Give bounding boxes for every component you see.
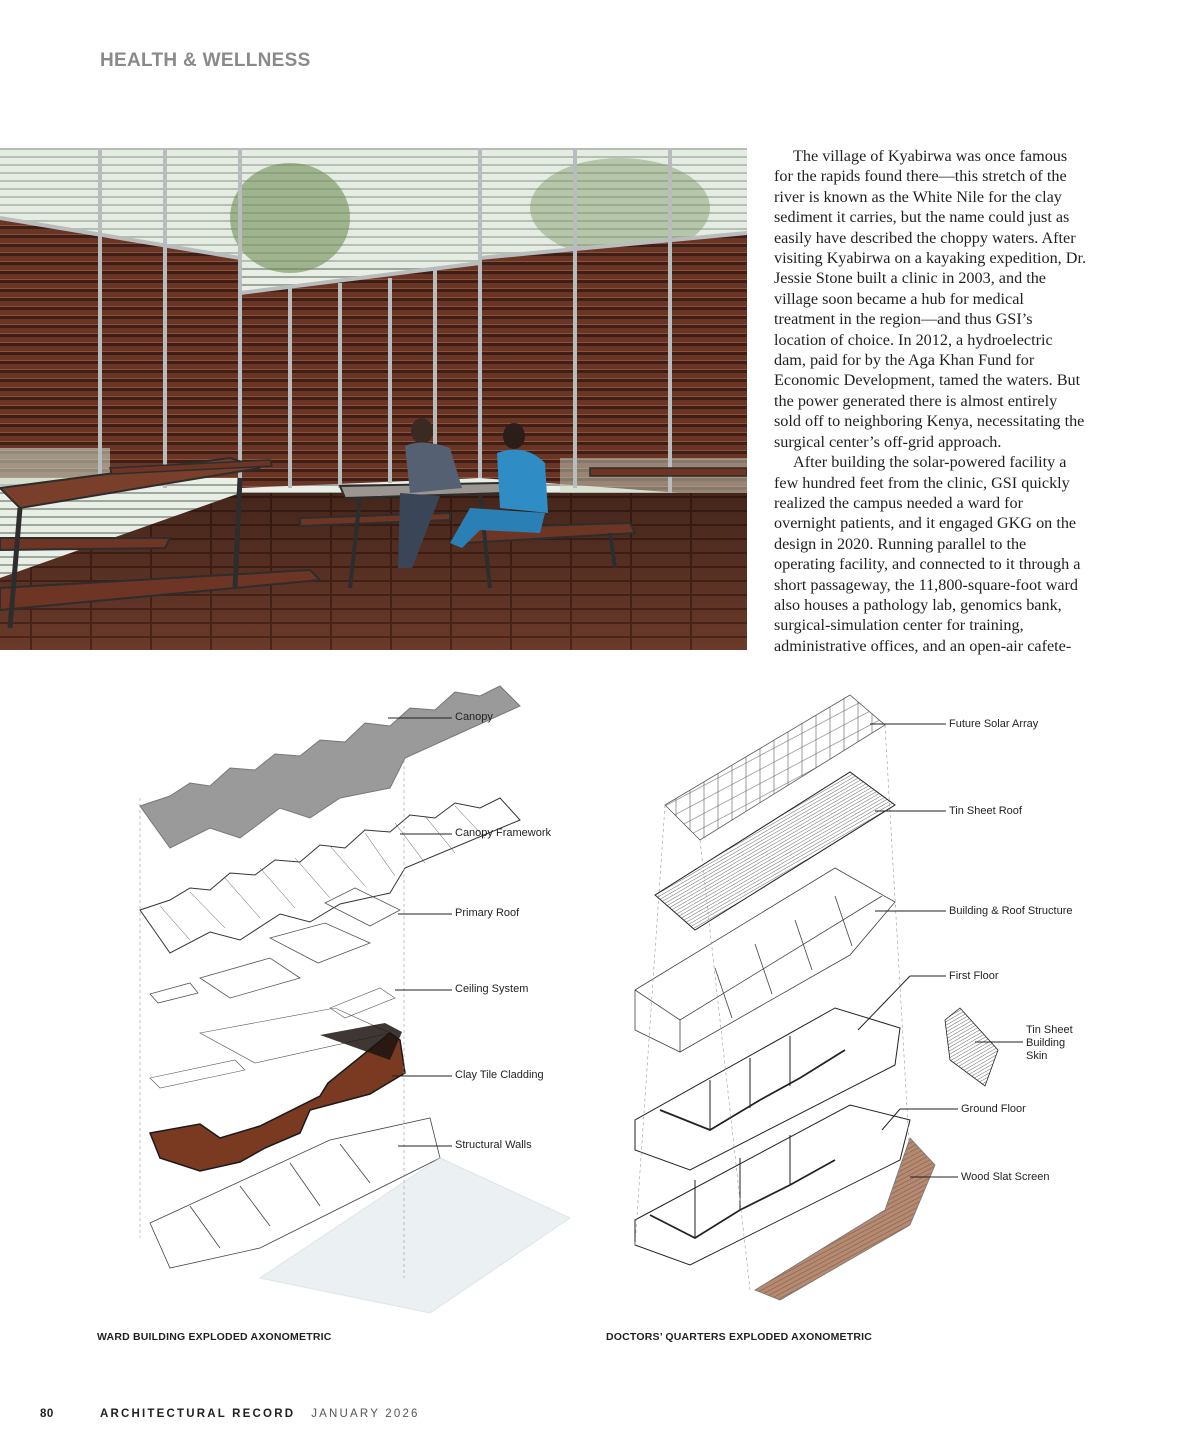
label-canopy-framework: Canopy Framework — [455, 827, 551, 839]
cafeteria-photo — [0, 148, 747, 650]
body-paragraph: The village of Kyabirwa was once famous for the rapids found there—this stretch of the river is known as the White Nile for the clay sediment it carries, but the name could just as easily have described the choppy waters. After visiting Kyabirwa on a kayaking expedition, Dr. Jessie Stone built a clinic in 2003, and the village soon became a hub for medical treatment in the region—and thus GSI’s location of choice. In 2012, a hydroelectric dam, paid for by the Aga Khan Fund for Economic Development, tamed the waters. But the power generated there is almost entirely sold off to neighboring Kenya, necessitating the surgical center’s off-grid approach. — [774, 147, 1086, 451]
publication-name: ARCHITECTURAL RECORD — [100, 1408, 296, 1420]
issue-date: JANUARY 2026 — [311, 1408, 420, 1420]
label-clay-tile-cladding: Clay Tile Cladding — [455, 1069, 544, 1081]
quarters-axonometric-diagram — [620, 690, 1140, 1320]
label-tin-sheet-building-skin: Tin Sheet Building Skin — [1026, 1024, 1073, 1062]
body-paragraph: After building the solar-powered facility a few hundred feet from the clinic, GSI quickly realized the campus needed a ward for overnight patients, and it engaged GKG on the design in 2020. Running parallel to the operating facility, and connected to it through a short passageway, the 11,800-square-foot ward also houses a pathology lab, genomics bank, surgical-simulation center for training, administrative offices, and an open-air cafete- — [774, 453, 1081, 655]
ward-diagram-caption: WARD BUILDING EXPLODED AXONOMETRIC — [97, 1331, 332, 1343]
page-footer — [40, 1408, 420, 1420]
quarters-diagram-caption: DOCTORS’ QUARTERS EXPLODED AXONOMETRIC — [606, 1331, 873, 1343]
section-heading: HEALTH & WELLNESS — [100, 50, 311, 71]
label-future-solar-array: Future Solar Array — [949, 718, 1039, 730]
label-first-floor: First Floor — [949, 970, 999, 982]
label-ground-floor: Ground Floor — [961, 1103, 1026, 1115]
label-building-roof-structure: Building & Roof Structure — [949, 905, 1073, 917]
page-number: 80 — [40, 1408, 54, 1420]
label-canopy: Canopy — [455, 711, 493, 723]
label-structural-walls: Structural Walls — [455, 1139, 532, 1151]
label-ceiling-system: Ceiling System — [455, 983, 529, 995]
label-tin-sheet-roof: Tin Sheet Roof — [949, 805, 1022, 817]
ward-axonometric-diagram — [130, 678, 600, 1318]
label-wood-slat-screen: Wood Slat Screen — [961, 1171, 1050, 1183]
article-body — [774, 146, 1086, 656]
label-primary-roof: Primary Roof — [455, 907, 520, 919]
